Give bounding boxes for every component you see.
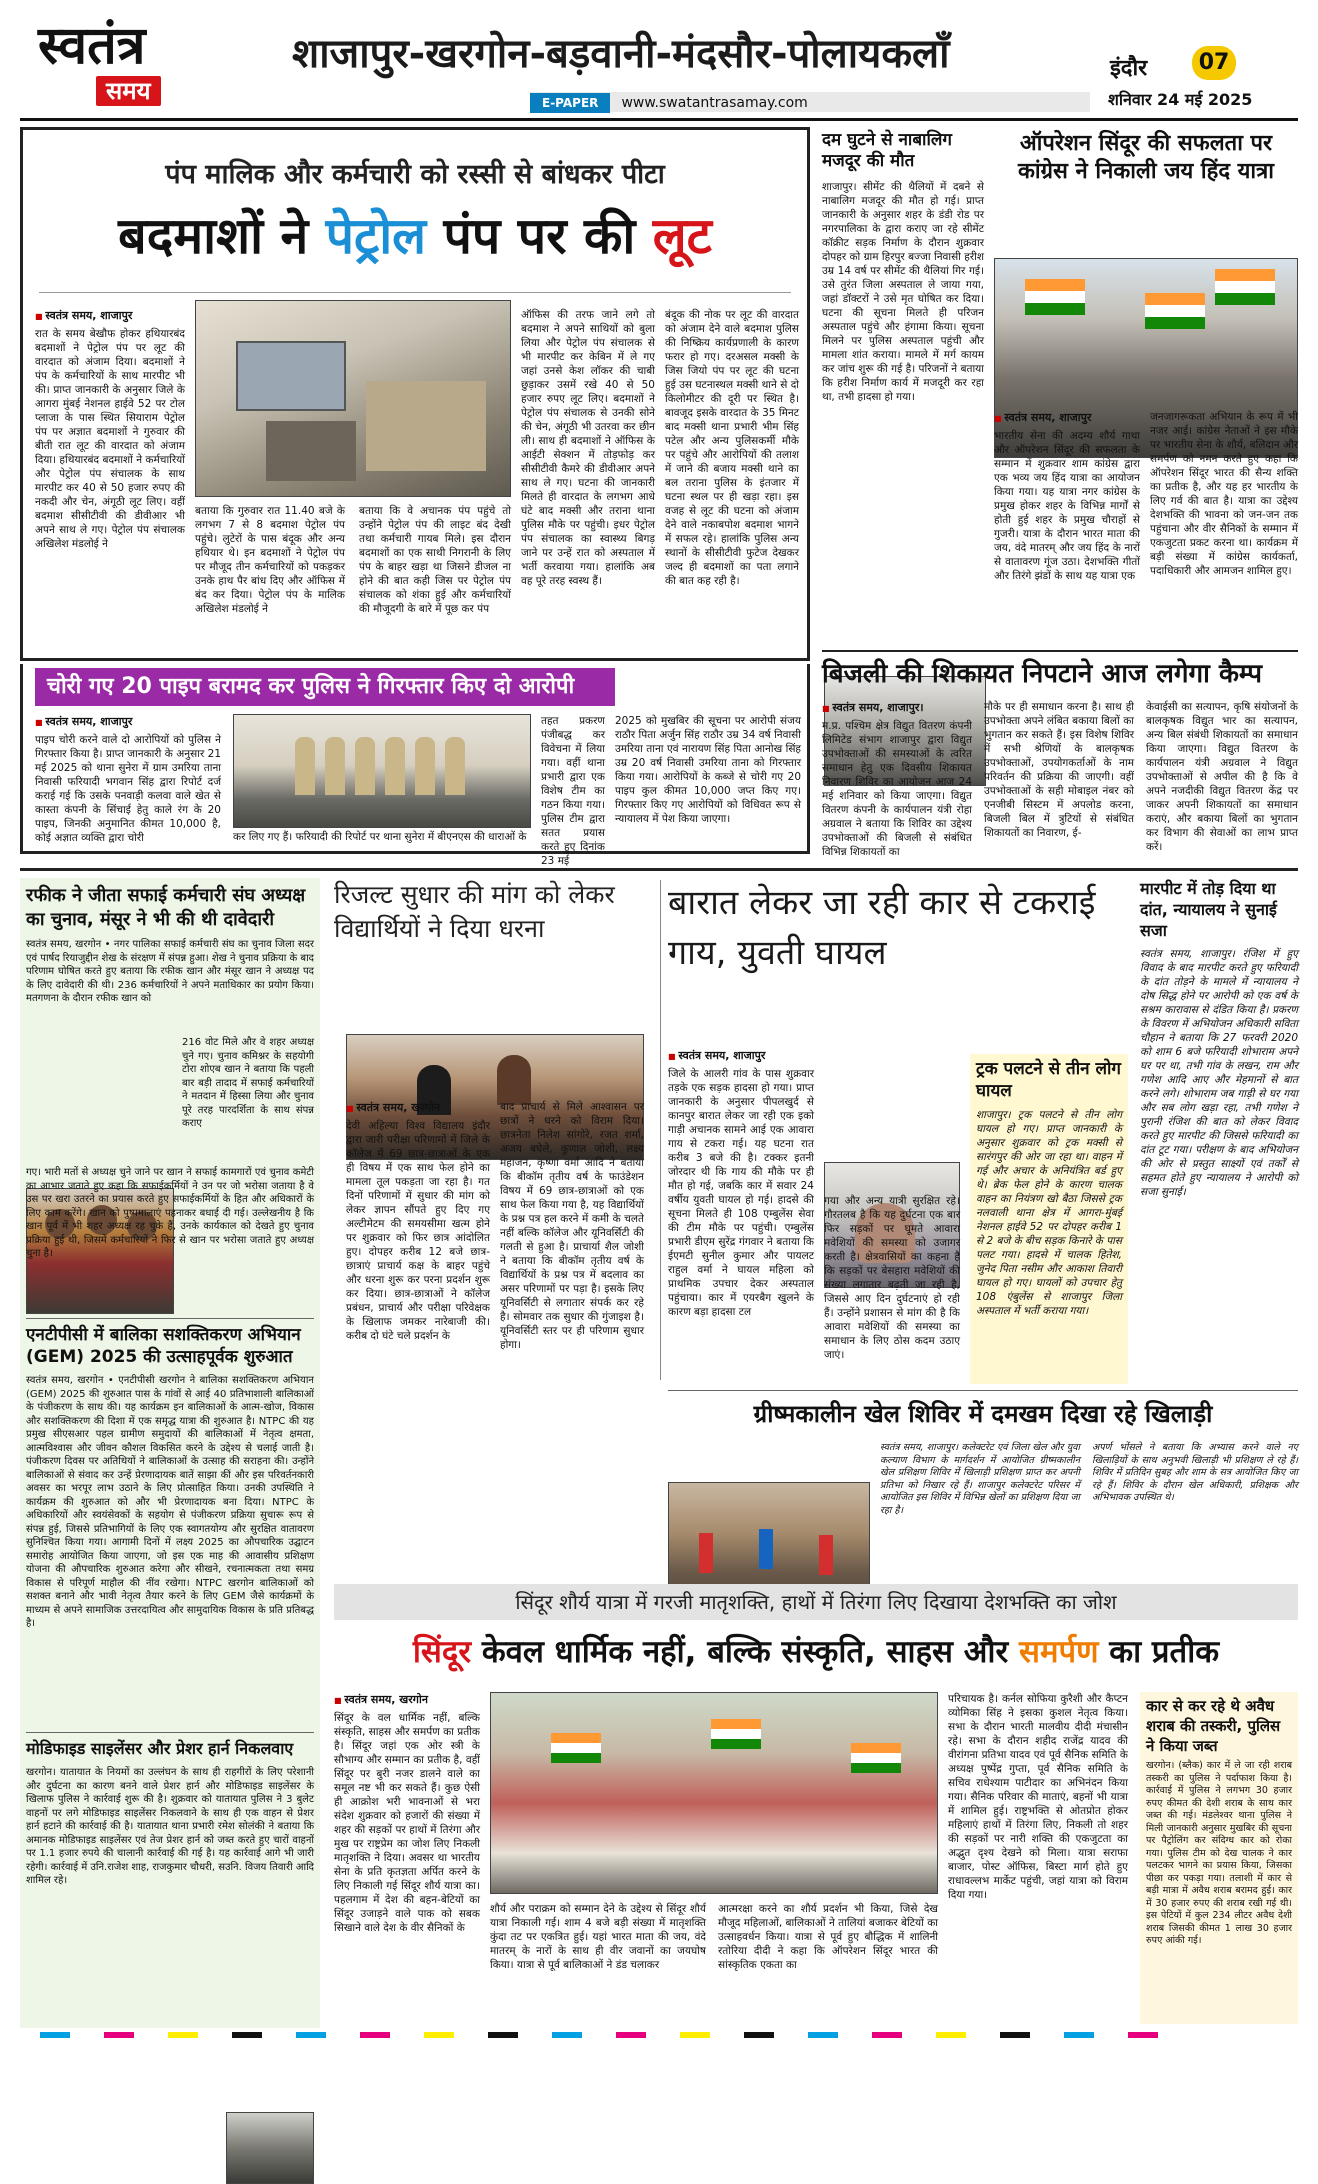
pipes-headline: चोरी गए 20 पाइप बरामद कर पुलिस ने गिरफ्तार किए दो आरोपी [35, 668, 615, 706]
sindoor-main-col-3-text: आत्मरक्षा करने का शौर्य प्रदर्शन भी किया, जिसे देख मौजूद महिलाओं, बालिकाओं ने तालियां बजाकर बेटियों का उत्साहवर्धन किया। यात्रा से पूर्व हुए बौद्धिक में शालिनी रतोरिया दीदी ने कहा कि ऑपरेशन सिंदूर भारत की सांस्कृतिक एकता का [718, 1903, 938, 1971]
ntpc-headline-b: (GEM) 2025 की उत्साहपूर्वक शुरुआत [26, 1347, 293, 1367]
middle-rule [20, 868, 1298, 871]
students-headline: रिजल्ट सुधार की मांग को लेकर विद्यार्थियों ने दिया धरना [334, 880, 615, 943]
silencer-photo [226, 2112, 314, 2184]
liquor-story [1140, 1692, 1298, 2024]
sindoor-main-headline-d: का प्रतीक [1098, 1634, 1220, 1670]
sports-col-1-text: स्वतंत्र समय, शाजापुर। कलेक्टरेट एवं जिला खेल और युवा कल्याण विभाग के मार्गदर्शन में आयोजित ग्रीष्मकालीन खेल प्रशिक्षण शिविर में खिलाड़ी प्रशिक्षण प्राप्त कर अपनी प्रतिभा को निखार रहे हैं। शाजापुर कलेक्टरेट परिसर में आयोजित इस शिविर में विभिन्न खेलों का प्रशिक्षण दिया जा रहा है। [880, 1442, 1080, 1516]
sindoor-main-col-2-text: शौर्य और पराक्रम को सम्मान देने के उद्देश्य से सिंदूर शौर्य यात्रा निकाली गई। शाम 4 बजे बड़ी संख्या में मातृशक्ति कुंदा तट पर एकत्रित हुई। यहां भारत माता की जय, वंदे मातरम् के नारों के साथ ही वीर जवानों का जयघोष किया। यात्रा से पूर्व बालिकाओं ने डंड चलाकर [490, 1903, 706, 1971]
epaper-label: E-PAPER [530, 93, 610, 113]
rafiq-bottom-rule [26, 1318, 314, 1319]
electricity-headline: बिजली की शिकायत निपटाने आज लगेगा कैम्प [822, 659, 1262, 689]
sindoor-main-byline: ■ स्वतंत्र समय, खरगोन [334, 1692, 480, 1707]
lead-byline: ■ स्वतंत्र समय, शाजापुर [35, 308, 185, 323]
sindoor-rally-col-2-text: जनजागरूकता अभियान के रूप में भी नजर आई। कांग्रेस नेताओं ने इस मौके पर भारतीय सेना के शौर्य, बलिदान और समर्पण को नमन करते हुए कहा कि ऑपरेशन सिंदूर भारत की सैन्य शक्ति का प्रतीक है, और यह हर भारतीय के लिए गर्व की बात है। यात्रा का उद्देश्य देशभक्ति की भावना को जन-जन तक पहुंचाना और वीर सैनिकों के सम्मान में एकजुटता प्रकट करना था। कार्यक्रम में बड़ी संख्या में कांग्रेस कार्यकर्ता, पदाधिकारी और आमजन शामिल हुए। [1150, 411, 1298, 577]
rafiq-story [26, 884, 314, 1316]
electricity-col-2-text: मौके पर ही समाधान करना है। साथ ही उपभोक्ता अपने लंबित बकाया बिलों का भुगतान कर सकते हैं। इस विशेष शिविर में सभी श्रेणियों के बालकृषक उपभोक्ताओं, उपयोगकर्ताओं के नाम परिवर्तन की प्रक्रिया की जाएगी। वहीं उपभोक्ताओं के सही मोबाइल नंबर को एनजीबी सिस्टम में अपलोड करना, बिजली बिल में त्रुटियों से संबंधित शिकायतों का निवारण, ई- [984, 701, 1134, 839]
pipes-col-2-text: कर लिए गए हैं। फरियादी की रिपोर्ट पर थाना सुनेरा में बीएनएस की धाराओं के [233, 831, 527, 843]
silencer-headline: मोडिफाइड साइलेंसर और प्रेशर हार्न निकलवाए [26, 1739, 294, 1758]
silencer-story [26, 1738, 314, 2022]
laborer-text: शाजापुर। सीमेंट की थैलियों में दबने से नाबालिग मजदूर की मौत हो गई। प्राप्त जानकारी के अनुसार शहर के डंडी रोड पर नगरपालिका के द्वारा कराए जा रहे सीमेंट कॉक्रीट सड़क निर्माण के दौरान शुक्रवार दोपहर को ग्राम हिरपुर बज्जा निवासी हरीश उम्र 14 वर्ष पर सीमेंट की थैलियां गिर गई। उसे तुरंत जिला अस्पताल ले जाया गया, जहां डॉक्टरों ने उसे मृत घोषित कर दिया। घटना की सूचना मिलते ही परिजन अस्पताल पहुंचे और हंगामा किया। सूचना मिलने पर पुलिस अस्पताल पहुंची और मामला शांत कराया। मामले में मर्ग कायम कर जांच शुरू की गई है। परिजनों ने बताया कि हरीश निर्माण कार्य में मजदूरी कर रहा था, तभी हादसा हो गया। [822, 181, 984, 403]
sports-headline: ग्रीष्मकालीन खेल शिविर में दमखम दिखा रहे खिलाड़ी [753, 1400, 1213, 1428]
left-column [20, 878, 320, 2028]
rafiq-text-2: 216 वोट मिले और वे शहर अध्यक्ष चुने गए। चुनाव कमिश्नर के सहयोगी टोरा शोएब खान ने बताया कि पहली बार बड़ी तादाद में सफाई कर्मचारियों ने मतदान में हिस्सा लिया और चुनाव पूरे तरह पारदर्शिता के साथ संपन्न कराए [182, 1037, 314, 1129]
students-right-rule [660, 880, 661, 1380]
sindoor-main-col-1-text: सिंदूर के वल धार्मिक नहीं, बल्कि संस्कृति, साहस और समर्पण का प्रतीक है। सिंदूर जहां एक ओर स्त्री के सौभाग्य और सम्मान का प्रतीक है, वहीं सिंदूर पर बुरी नजर डालने वाले का समूल नष्ट भी कर सकते हैं। कुछ ऐसी ही आक्रोश भरी भावनाओं से भरा संदेश शुक्रवार को हजारों की संख्या में शहर की सड़कों पर हाथों में तिरंगा और मुख पर राष्ट्रप्रेम का जोश लिए निकली मातृशक्ति ने दिया। अवसर था भारतीय सेना के प्रति कृतज्ञता अर्पित करने के लिए निकाली गई सिंदूर शौर्य यात्रा का। पहलगाम में देश की बहन-बेटियों का सिंदूर उजाड़ने वाले पाक को सबक सिखाने वाले देश के वीर सैनिकों के [334, 1712, 480, 1934]
edition-title: शाजापुर-खरगोन-बड़वानी-मंदसौर-पोलायकलाँ [292, 31, 950, 77]
sindoor-strip: सिंदूर शौर्य यात्रा में गरजी मातृशक्ति, हाथों में तिरंगा लिए दिखाया देशभक्ति का जोश [334, 1584, 1298, 1620]
students-col-2-text: बाद प्राचार्य से मिले आश्वासन पर छात्रों ने धरने को विराम दिया। छात्रनेता निलेश सांगोरे, रजत शर्मा, अजय बघेले, कुणाल जोशी, लक्ष्य महाजन, कृष्णा वर्मा आदि ने बताया कि बीकॉम तृतीय वर्ष के फाउंडेशन विषय में 69 छात्र-छात्राओं को एक साथ फेल किया गया है, यह विद्यार्थियों के प्रश्न पत्र हल करने में कमी के चलते नहीं बल्कि कॉलेज और यूनिवर्सिटी की गलती से हुआ है। प्राचार्या शैल जोशी ने बताया कि बीकॉम तृतीय वर्ष के विद्यार्थियों के प्रश्न पत्र में बदलाव का असर परिणामों पर पड़ा है। इसके लिए यूनिवर्सिटी से लगातार संपर्क कर रहे है। सोमवार तक सुधार की गुंजाइश है। यूनिवर्सिटी स्तर पर ही परिणाम सुधार होगा। [500, 1101, 644, 1351]
assault-text: स्वतंत्र समय, शाजापुर। रंजिश में हुए विवाद के बाद मारपीट करते हुए फरियादी के दांत तोड़ने के मामले में न्यायालय ने दोष सिद्ध होने पर आरोपी को एक वर्ष के सश्रम कारावास से दंडित किया है। प्रकरण के विवरण में अभियोजन अधिकारी सविता चौहान ने बताया कि 27 फरवरी 2020 को शाम 6 बजे फरियादी शोभाराम अपने घर पर था, तभी गांव के लखन, राम और गणेश आदि आए और मेहमानों से बात करने लगे। शोभाराम जब गाड़ी से घर गया और सब लोग खड़ा रहा, तभी गणेश ने पुरानी रंजिश की बात को लेकर विवाद करते हुए मारपीट की जिससे फरियादी का दांत टूट गया। परीक्षण के बाद अभियोजन की ओर से प्रस्तुत साक्ष्यों एवं तर्कों से सहमत होते हुए न्यायालय ने आरोपी को सजा सुनाई। [1140, 948, 1298, 1198]
car-col-2 [824, 1194, 960, 1384]
truck-headline: ट्रक पलटने से तीन लोग घायल [976, 1059, 1122, 1101]
sindoor-main-col-1 [334, 1692, 480, 2024]
pipes-photo [233, 714, 531, 828]
lead-photo [195, 300, 511, 497]
assault-headline: मारपीट में तोड़ दिया था दांत, न्यायालय ने सुनाई सजा [1140, 879, 1277, 940]
sindoor-rally-story [994, 130, 1298, 660]
sindoor-main-col-2 [490, 1902, 706, 2024]
laborer-story [822, 130, 984, 660]
lead-headline [23, 206, 807, 266]
sports-col-2-text: अपर्ण भोंसले ने बताया कि अभ्यास करने वाले नए खिलाड़ियों के साथ अनुभवी खिलाड़ी भी प्रशिक्षण ले रहे हैं। शिविर में प्रतिदिन सुबह और शाम के सत्र आयोजित किए जा रहे हैं। शिविर के दौरान खेल अधिकारी, प्रशिक्षक और अभिभावक उपस्थित थे। [1092, 1442, 1298, 1503]
silencer-text-a: खरगोन। यातायात के नियमों का उल्लंघन के साथ ही राहगीरों के लिए परेशानी और दुर्घटना का कारण बनने वाले प्रेशर हार्न और मोडिफाइड साइलेंसर के खिलाफ पुलिस ने कार्रवाई शुरू की है। शुक्रवार को यातायात पुलिस ने 3 बुलेट वाहनों पर लगे मोडिफाइड साइलेंसर निकलवाने के साथ ही एक वाहन से प्रेशर हार्न हटाने की कार्रवाई की है। यातायात थाना प्रभारी रमेश सोलंकी ने बताया कि अमानक मोडिफाइड साइलेंसर एवं तेज प्रेशर हार्न को जब्त करते हुए चारों वाहनों पर 1.1 हजार रुपये की चालानी कार्रवाई की गई है। यह कार्रवाई आगे भी जारी रहेगी। कार्रवाई में उनि.राजेश शाह, राजकुमार चौधरी, सउनि. विजय तिवारी आदि शामिल रहे। [26, 1767, 314, 1886]
laborer-headline: दम घुटने से नाबालिग मजदूर की मौत [822, 130, 952, 171]
ntpc-bottom-rule [26, 1732, 314, 1733]
truck-text: शाजापुर। ट्रक पलटने से तीन लोग घायल हो गए। प्राप्त जानकारी के अनुसार शुक्रवार को ट्रक मक्सी से सारंगपुर की ओर जा रहा था। वाहन में गई और अचार के अनियंत्रित बर्ड हुए थे। ब्रेक फेल होने के कारण चालक वाहन का नियंत्रण खो बैठा जिससे ट्रक नलवाली थाना क्षेत्र में आगरा-मुंबई नेशनल हाईवे 52 पर दोपहर करीब 1 से 2 बजे के बीच सड़क किनारे के पास पलट गया। हादसे में चालक हितेश, जुनेद पिता नसीम और आकाश तिवारी घायल हो गए। घायलों को उपचार हेतु 108 एंबुलेंस से शाजापुर जिला अस्पताल में भर्ती कराया गया। [976, 1109, 1122, 1317]
electricity-col-1 [822, 700, 972, 858]
lead-col-2a-text: बताया कि गुरुवार रात 11.40 बजे के लगभग 7 से 8 बदमाश पेट्रोल पंप पहुंचे। लुटेरों के पास बंदूक और अन्य हथियार थे। इन बदमाशों ने पेट्रोल पंप पर मौजूद तीन कर्मचारियों को पकड़कर उनके हाथ पैर बांध दिए और ऑफिस में बंद कर दिया। पेट्रोल पंप के मालिक अखिलेश मंडलोई ने [195, 505, 345, 615]
sindoor-main-col-4-text: परिचायक है। कर्नल सोफिया कुरैशी और कैप्टन व्योमिका सिंह ने इसका कुशल नेतृत्व किया। सभा के दौरान भारती मालवीय दीदी मंचासीन रहे। सभा के दौरान शहीद राजेंद्र यादव की वीरांगना प्रतिभा यादव एवं पूर्व सैनिक समिति के अध्यक्ष पुष्पेंद्र गुप्ता, पूर्व सैनिक समिति के सचिव राधेश्याम पाटीदार का अभिनंदन किया गया। सैनिक परिवार की माताएं, बहनों भी यात्रा में शामिल हुई। राष्ट्रभक्ति से ओतप्रोत होकर महिलाएं हाथों में तिरंगा लिए, निकली तो शहर की सड़कों पर नारी शक्ति की एकजुटता का अद्भुत दृश्य देखने को मिला। यात्रा सराफा बाजार, पोस्ट ऑफिस, बिस्टा मार्ग होते हुए राधावल्लभ मार्केट पहुंची, जहां यात्रा को विराम दिया गया। [948, 1693, 1128, 1901]
sindoor-main-story [334, 1626, 1298, 2028]
issue-date: शनिवार 24 मई 2025 [1108, 90, 1253, 109]
pipes-byline: ■ स्वतंत्र समय, शाजापुर [35, 714, 221, 729]
ntpc-story [26, 1324, 314, 1728]
masthead-rule [20, 118, 1298, 121]
electricity-col-3 [1146, 700, 1298, 852]
pipes-col-4 [615, 714, 801, 846]
website-link[interactable]: www.swatantrasamay.com [621, 95, 808, 111]
sindoor-main-col-3 [718, 1902, 938, 2024]
liquor-text: खरगोन। (ब्लैक) कार में ले जा रही शराब तस्करी का पुलिस ने पर्दाफाश किया है। कार्रवाई में पुलिस ने लगभग 30 हजार रुपए कीमत की देशी शराब के साथ कार जब्त की गई। मंडलेश्वर थाना पुलिस ने मिली जानकारी अनुसार मुखबिर की सूचना पर पैट्रोलिंग कर संदिग्ध कार को रोका गया। पुलिस टीम को देख चालक ने कार पलटकर भागने का प्रयास किया, जिसका पीछा कर पकड़ा गया। तलाशी में कार से बड़ी मात्रा में अवैध शराब बरामद हुई। कार में 30 हजार रुपए की शराब रखी गई थी। इस पेटियों में कुल 234 लीटर अवैध देशी शराब जिसकी कीमत 1 लाख 30 हजार रुपए आंकी गई। [1146, 1760, 1292, 1946]
electricity-col-1-text: म.प्र. पश्चिम क्षेत्र विद्युत वितरण कंपनी लिमिटेड संभाग शाजापुर द्वारा विद्युत उपभोक्ताओं की समस्याओं के त्वरित समाधान हेतु एक दिवसीय शिकायत निवारण शिविर का आयोजन आज 24 मई शनिवार को किया जाएगा। विद्युत वितरण कंपनी के कार्यपालन यंत्री रोहा अग्रवाल ने बताया कि शिविर का उद्देश्य उपभोक्ताओं की बिजली से संबंधित विभिन्न शिकायतों का [822, 720, 972, 858]
pipes-story [20, 664, 810, 867]
car-story [668, 878, 1128, 1388]
page-number: 07 [1192, 46, 1236, 80]
car-byline: ■ स्वतंत्र समय, शाजापुर [668, 1048, 814, 1063]
lead-col-2a [195, 504, 345, 648]
sports-top-rule [668, 1390, 1298, 1391]
sindoor-rally-headline: ऑपरेशन सिंदूर की सफलता पर कांग्रेस ने निकाली जय हिंद यात्रा [1018, 131, 1274, 184]
car-col-2-text: गया और अन्य यात्री सुरक्षित रहे। गौरतलब है कि यह दुर्घटना एक बार फिर सड़कों पर घूमते आवारा मवेशियों की समस्या को उजागर करती है। क्षेत्रवासियों का कहना है कि सड़कों पर बेसहारा मवेशियों की संख्या लगातार बढ़ती जा रही है, जिससे आए दिन दुर्घटनाएं हो रही हैं। उन्होंने प्रशासन से मांग की है कि आवारा मवेशियों की समस्या का समाधान के लिए ठोस कदम उठाए जाएं। [824, 1195, 960, 1361]
lead-col-1-text: रात के समय बेखौफ होकर हथियारबंद बदमाशों ने पेट्रोल पंप पर लूट की वारदात को अंजाम दिया। बदमाशों ने पंप के कर्मचारियों के साथ मारपीट भी की। प्राप्त जानकारी के अनुसार जिले के आगरा मुंबई नेशनल हाईवे 52 पर टोल प्लाजा के पास स्थित सियाराम पेट्रोल पंप पर अज्ञात बदमाशों ने गुरुवार की बीती रात लूट की वारदात को अंजाम दिया। हथियारबंद बदमाशों ने कर्मचारियों और पेट्रोल पंप संचालक के साथ मारपीट कर 40 से 50 हजार रुपए की नकदी और चेन, अंगूठी लूट लिए। वहीं बदमाश सीसीटीवी की डीवीआर भी अपने साथ ले गए। पेट्रोल पंप संचालक अखिलेश मंडलोई ने [35, 328, 185, 550]
sindoor-rally-col-1-text: भारतीय सेना की अदम्य शौर्य गाथा और ऑपरेशन सिंदूर की सफलता के सम्मान में शुक्रवार शाम कांग्रेस द्वारा एक भव्य जय हिंद यात्रा का आयोजन किया गया। यह यात्रा नगर कांग्रेस के प्रमुख होकर शहर के विभिन्न मार्गों से होती हुई शहर के प्रमुख चौराहों से गुजरी। यात्रा के दौरान भारत माता की जय, वंदे मातरम् और जय हिंद के नारों से वातावरण गूंज उठा। देशभक्ति गीतों और तिरंगे झंडों के साथ यह यात्रा एक [994, 430, 1140, 582]
sindoor-main-headline-b: केवल धार्मिक नहीं, बल्कि संस्कृति, साहस और [471, 1634, 1019, 1670]
lead-kicker: पंप मालिक और कर्मचारी को रस्सी से बांधकर पीटा [165, 159, 665, 190]
sindoor-main-headline [334, 1626, 1298, 1678]
rafiq-text-1: स्वतंत्र समय, खरगोन • नगर पालिका सफाई कर्मचारी संघ का चुनाव जिला सदर एवं पार्षद रियाजुद्दीन शेख के संरक्षण में संपन्न हुआ। शेख ने चुनाव प्रक्रिया के बाद परिणाम घोषित करते हुए बताया कि रफीक खान और मंसूर खान ने अध्यक्ष पद के लिए दावेदारी की थी। 236 कर्मचारियों ने अपने मताधिकार का प्रयोग किया। मतगणना के दौरान रफीक खान को [26, 939, 314, 1004]
lead-col-4 [665, 308, 799, 648]
lead-headline-rule [39, 292, 791, 293]
epaper-bar [530, 92, 1090, 112]
students-col-1 [346, 1100, 490, 1384]
pipes-col-3-text: तहत प्रकरण पंजीबद्ध कर विवेचना में लिया गया। वहीं थाना प्रभारी द्वारा एक विशेष टीम का गठन किया गया। पुलिस टीम द्वारा सतत प्रयास करते हुए दिनांक 23 मई [541, 715, 605, 867]
sindoor-main-col-4 [948, 1692, 1128, 2024]
rafiq-text-3: गए। भारी मतों से अध्यक्ष चुने जाने पर खान ने सफाई कामगारों एवं चुनाव कमेटी का आभार जताते हुए कहा कि सफाईकर्मियों ने उन पर जो भरोसा जताया है वे उस पर खरा उतरने का प्रयास करते हुए सफाईकर्मियों के हित और अधिकारों के लिए काम करेंगे। खान को पुष्पमालाएं पहनाकर बधाई दी गई। उल्लेखनीय है कि खान पूर्व में भी शहर अध्यक्ष रह चुके हैं, उनके कार्यकाल को देखते हुए चुनाव प्रक्रिया हुई थी, जिसमें कर्मचारियों ने फिर से खान पर भरोसा जताते हुए अध्यक्ष चुना है। [26, 1167, 314, 1259]
lead-headline-b: पेट्रोल [325, 207, 427, 265]
truck-story [970, 1054, 1128, 1384]
sindoor-main-headline-c: समर्पण [1018, 1634, 1099, 1670]
lead-headline-d: लूट [652, 207, 712, 265]
students-col-1-text: देवी अहिल्या विश्व विद्यालय इंदौर द्वारा जारी परीक्षा परिणामों में जिले के कॉलेज में 69 छात्र-छात्राओं के एक ही विषय में एक साथ फेल होने का मामला तूल पकड़ता जा रहा है। गत दिनों परिणामों में सुधार की मांग को लेकर ज्ञापन सौंपते हुए दिए गए अल्टीमेटम की समयसीमा खत्म होने पर शुक्रवार को फिर छात्र आंदोलित हुए। दोपहर करीब 12 बजे छात्र-छात्राएं प्राचार्य कक्ष के बाहर पहुंचे और धरना शुरू कर परना प्रदर्शन शुरू कर दिया। छात्र-छात्राओं ने कॉलेज प्रबंधन, प्राचार्य और परीक्षा परिवेक्षक के खिलाफ जमकर नारेबाजी की। करीब दो घंटे चले प्रदर्शन के [346, 1120, 490, 1342]
sports-story [668, 1394, 1298, 1584]
masthead [0, 0, 1318, 118]
assault-story [1140, 878, 1298, 1388]
pipes-col-1 [35, 714, 221, 846]
logo-bottom: समय [96, 76, 161, 106]
sports-col-2 [1092, 1442, 1298, 1572]
electricity-byline: ■ स्वतंत्र समय, शाजापुर। [822, 700, 972, 715]
sports-col-1 [880, 1442, 1080, 1572]
sindoor-main-headline-a: सिंदूर [412, 1634, 472, 1670]
liquor-headline: कार से कर रहे थे अवैध शराब की तस्करी, पुलिस ने किया जब्त [1146, 1697, 1281, 1755]
lead-col-3-text: ऑफिस की तरफ जाने लगे तो बदमाश ने अपने साथियों को बुला लिया और पेट्रोल पंप संचालक से भी मारपीट कर केबिन में ले गए जहां उनसे केश लॉकर की चाबी छुड़ाकर उसमें रखे 40 से 50 हजार रुपए लूट लिए। बदमाशों ने पेट्रोल पंप संचालक से उनकी सोने की चेन, अंगूठी भी उतरवा कर छीन ली। साथ ही बदमाशों ने ऑफिस के आईटी सेक्शन में तोड़फोड़ कर सीसीटीवी कैमरे की डीवीआर अपने साथ ले गए। घटना की जानकारी मिलते ही वारदात के लगभग आधे घंटे बाद मक्सी और तराना थाना पुलिस मौके पर पहुंची। इधर पेट्रोल पंप संचालक का स्वास्थ्य बिगड़ जाने पर उन्हें रात को अस्पताल में भर्ती करवाया गया। हालांकि अब वह पूरे तरह स्वस्थ हैं। [521, 309, 655, 587]
electricity-col-3-text: केवाईसी का सत्यापन, कृषि संयोजनों के बालकृषक विद्युत भार का सत्यापन, अन्य बिल संबंधी शिकायतों का समाधान किया जाएगा। विद्युत वितरण के कार्यपालन यंत्री अग्रवाल ने विद्युत उपभोक्ताओं से अपील की है कि वे अपने नजदीकी विद्युत वितरण केंद्र पर जाकर अपनी शिकायतों का समाधान कराएं, और बकाया बिलों का भुगतान कर विभाग की सेवाओं का लाभ प्राप्त करें। [1146, 701, 1298, 853]
pipes-col-3 [541, 714, 605, 867]
lead-headline-a: बदमाशों ने [118, 207, 326, 265]
ntpc-text: स्वतंत्र समय, खरगोन • एनटीपीसी खरगोन ने बालिका सशक्तिकरण अभियान (GEM) 2025 की शुरुआत पास के गांवों से आई 40 प्रतिभाशाली बालिकाओं के पंजीकरण के साथ की। यह कार्यक्रम इन बालिकाओं के आत्म-खोज, विकास और सशक्तिकरण की दिशा में एक समृद्ध यात्रा की शुरुआत है। NTPC की यह प्रमुख सीएसआर पहल ग्रामीण समुदायों की बालिकाओं में नेतृत्व क्षमता, आत्मविश्वास और जीवन कौशल विकसित करने के उद्देश्य से चलाई जाती है। पंजीकरण दिवस पर अतिथियों ने बालिकाओं के उत्साह की सराहना की। उन्होंने बालिकाओं से संवाद कर उन्हें प्रेरणादायक बातें साझा कीं और इस परिवर्तनकारी अवसर का भरपूर लाभ उठाने के लिए प्रोत्साहित किया। उनकी उपस्थिति ने कार्यक्रम की शुरुआत को और भी प्रेरणादायक बना दिया। NTPC के अधिकारियों और स्वयंसेवकों के सहयोग से पंजीकरण प्रक्रिया सुचारू रूप से संपन्न हुई, जिससे प्रतिभागियों के लिए एक स्वागतयोग्य और सुरक्षित वातावरण सुनिश्चित किया गया। आगामी दिनों में लक्ष्य 2025 का औपचारिक उद्घाटन समारोह आयोजित किया जाएगा, जो इस एक माह की आवासीय प्रशिक्षण योजना की औपचारिक शुरुआत करेगा और सीखने, रचनात्मकता तथा समग्र विकास से परिपूर्ण माहौल की नींव रखेगा। NTPC खरगोन बालिकाओं को सशक्त बनाने और भावी नेतृत्व तैयार करने के लिए GEM जैसे कार्यक्रमों के माध्यम से अपने सामाजिक उत्तरदायित्व और सामुदायिक विकास के प्रति प्रतिबद्ध है। [26, 1375, 314, 1629]
city-label: इंदौर [1110, 56, 1148, 81]
pipes-col-2 [233, 830, 531, 852]
logo [38, 15, 218, 112]
ntpc-headline-a: एनटीपीसी में बालिका सशक्तिकरण अभियान [26, 1325, 301, 1345]
sindoor-rally-col-2 [1150, 410, 1298, 660]
students-col-2 [500, 1100, 644, 1384]
logo-top: स्वतंत्र [38, 15, 146, 76]
car-col-1-text: जिले के आलरी गांव के पास शुक्रवार तड़के एक सड़क हादसा हो गया। प्राप्त जानकारी के अनुसार पीपलखुर्द से कानपुर बारात लेकर जा रही एक इको गाड़ी अचानक सामने आई एक आवारा गाय से टकरा गई। यह घटना रात करीब 3 बजे की है। टक्कर इतनी जोरदार थी कि गाय की मौके पर ही मौत हो गई, जबकि कार में सवार 24 वर्षीय युवती घायल हो गई। हादसे की सूचना मिलते ही 108 एम्बुलेंस सेवा की टीम मौके पर पहुंची। एम्बुलेंस प्रभारी डीएम सुरेंद्र गंगवार ने बताया कि ईएमटी सुनील कुमार और पायलट राहुल वर्मा ने घायल महिला को प्राथमिक उपचार देकर अस्पताल पहुंचाया। कार में एयरबैग खुलने के कारण बड़ा हादसा टल [668, 1068, 814, 1318]
car-headline: बारात लेकर जा रही कार से टकराई गाय, युवती घायल [668, 883, 1096, 973]
lead-headline-c: पंप पर की [426, 207, 653, 265]
car-col-1 [668, 1048, 814, 1384]
lead-story [20, 127, 810, 661]
lead-col-1 [35, 308, 185, 648]
rafiq-headline: रफीक ने जीता सफाई कर्मचारी संघ अध्यक्ष का चुनाव, मंसूर ने भी की थी दावेदारी [26, 885, 306, 930]
pipes-col-4-text: 2025 को मुखबिर की सूचना पर आरोपी संजय राठौर पिता अर्जुन सिंह राठौर उम्र 34 वर्ष निवासी उमरिया ताना एवं नारायण सिंह पिता आनोख सिंह उम्र 20 वर्ष निवासी उमरिया ताना को गिरफ्तार किया गया। आरोपियों के कब्जे से चोरी गए 20 पाइप कुल कीमत 10,000 जप्त किए गए। गिरफ्तार किए गए आरोपियों को विधिवत रूप से न्यायालय में पेश किया जाएगा। [615, 715, 801, 825]
sindoor-main-photo [490, 1692, 938, 1894]
sindoor-rally-byline: ■ स्वतंत्र समय, शाजापुर [994, 410, 1140, 425]
lead-col-4-text: बंदूक की नोक पर लूट की वारदात को अंजाम देने वाले बदमाश पुलिस की निष्क्रिय कार्यप्रणाली के कारण फरार हो गए। दरअसल मक्सी के जिस जियो पंप पर लूट की घटना हुई उस घटनास्थल मक्सी थाने से दो किलोमीटर की दूरी पर स्थित है। बावजूद इसके वारदात के 35 मिनट बाद मक्सी थाना प्रभारी भीम सिंह पटेल और अन्य पुलिसकर्मी मौके पर पहुंचे और आरोपियों की तलाश में जाने की बजाय मक्सी थाने का बल तराना पुलिस के इंतजार में घटना स्थल पर ही खड़ा रहा। इस वजह से लूट की घटना को अंजाम देने वाले नकाबपोश बदमाश भागने में सफल रहे। हालांकि पुलिस अन्य स्थानों के सीसीटीवी फुटेज देखकर जल्द ही बदमाशों का पता लगाने की बात कह रही है। [665, 309, 799, 587]
lead-col-3 [521, 308, 655, 648]
registration-strip [40, 2032, 1280, 2040]
electricity-top-rule [822, 650, 1298, 652]
sindoor-rally-col-1 [994, 410, 1140, 660]
lead-col-2b-text: बताया कि वे अचानक पंप पहुंचे तो उन्होंने पेट्रोल पंप की लाइट बंद देखी तथा कर्मचारी गायब मिले। इस दौरान बदमाशों का एक साथी निगरानी के लिए पंप के बाहर खड़ा था जिसने डीजल ना होने की बात कही जिस पर पेट्रोल पंप संचालक को शंका हुई और कर्मचारियों की मौजूदगी के बारे में पूछ कर पंप [359, 505, 511, 615]
pipes-col-1-text: पाइप चोरी करने वाले दो आरोपियों को पुलिस ने गिरफ्तार किया है। प्राप्त जानकारी के अनुसार 21 मई 2025 को थाना सुनेरा में ग्राम उमरिया ताना निवासी फरियादी भगवान सिंह द्वारा रिपोर्ट दर्ज कराई गई कि उसके पनवाड़ी कलवा वाले खेत से कास्ता कंपनी के सिंचाई हेतु काले रंग के 20 पाइप, जिनकी अनुमानित कीमत 10,000 है, कोई अज्ञात व्यक्ति द्वारा चोरी [35, 734, 221, 844]
electricity-col-2 [984, 700, 1134, 852]
students-byline: ■ स्वतंत्र समय, खरगोन [346, 1100, 490, 1115]
lead-col-2b [359, 504, 511, 648]
students-story [334, 878, 654, 1388]
electricity-story [822, 656, 1298, 856]
